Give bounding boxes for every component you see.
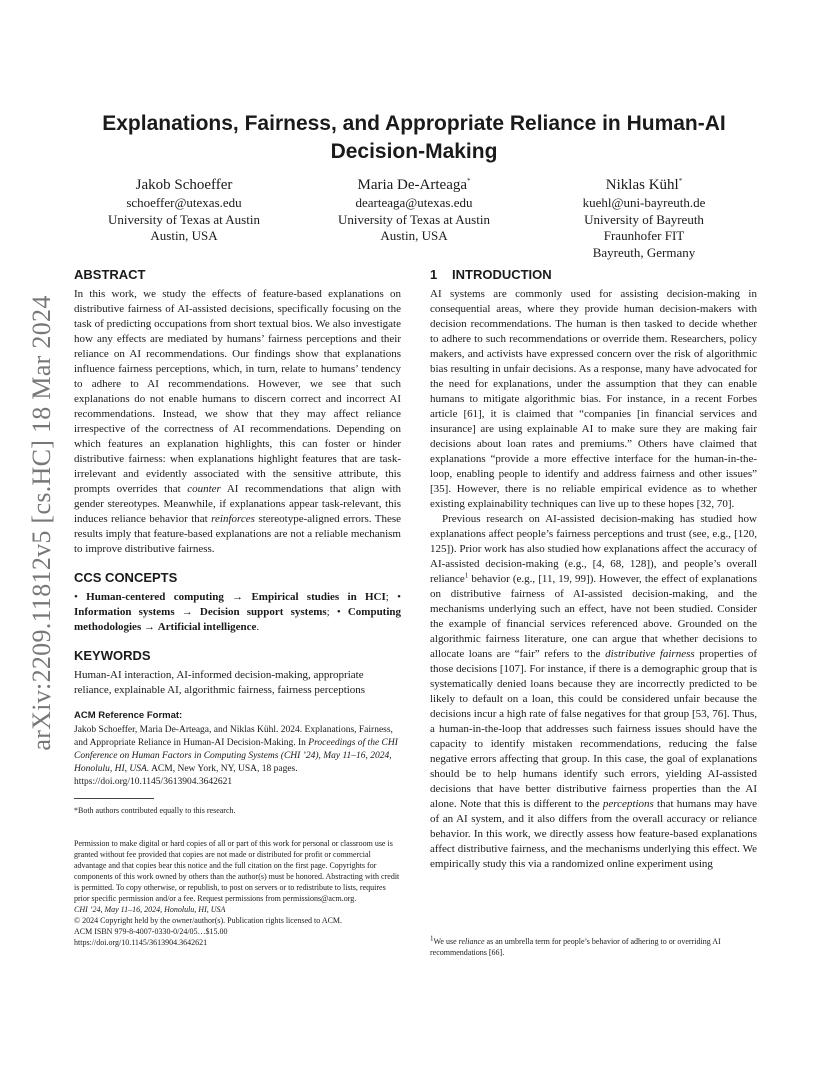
ccs-concepts-section (74, 569, 401, 635)
author-email[interactable]: dearteaga@utexas.edu (355, 195, 473, 210)
author-name: Niklas Kühl (605, 177, 679, 193)
keywords-text: Human-AI interaction, AI-informed decision-making, appropriate reliance, explainable AI, algorithmic fairness, fairness perceptions (74, 669, 366, 696)
permission-block (74, 838, 401, 948)
author-email[interactable]: kuehl@uni-bayreuth.de (582, 195, 706, 210)
equal-contribution-marker: * (467, 177, 471, 185)
isbn-line: ACM ISBN 979-8-4007-0330-0/24/05…$15.00 (74, 927, 228, 936)
ccs-text: • Human-centered computing → Empirical studies in HCI; • Information systems → Decision support systems; • Computing methodologies → Artificial intelligence. (74, 591, 402, 633)
keywords-section (74, 647, 401, 698)
ccs-heading: CCS CONCEPTS (74, 570, 178, 585)
author-email[interactable]: schoeffer@utexas.edu (126, 195, 242, 210)
acm-reference-heading: ACM Reference Format: (74, 710, 183, 721)
left-column (74, 266, 401, 948)
author-affiliation: University of Bayreuth (584, 211, 704, 227)
introduction-section (430, 266, 757, 872)
footnote-divider (74, 798, 154, 799)
author-3 (534, 176, 754, 261)
author-location: Austin, USA (150, 228, 218, 243)
author-1 (74, 176, 294, 245)
paper-title: Explanations, Fairness, and Appropriate Reliance in Human-AI Decision-Making (102, 112, 726, 163)
copyright-line: © 2024 Copyright held by the owner/author(s). Publication rights licensed to ACM. (74, 916, 343, 925)
equal-contribution-marker: * (678, 177, 683, 185)
doi-link[interactable]: https://doi.org/10.1145/3613904.3642621 (74, 938, 208, 947)
equal-contribution-footnote: *Both authors contributed equally to this research. (74, 806, 236, 815)
intro-paragraph-2: Previous research on AI-assisted decision-making has studied how explanations affect people’s fairness perceptions and trust (see, e.g., [120, 125]). Prior work has also studied how explanations affect the accuracy of AI-assisted decision-making (e.g., [4, 68, 128]), and people’s overall reliance$^1$ behavior (e.g., [11, 19, 99]). However, the effect of explanations on distributive fairness of AI-assisted decision-making, and the mechanisms underlying such an effect, have not been studied. Consider the example of financial services referenced above. Grounded on the algorithmic fairness literature, one can argue that whether decisions to allocate loans are “fair” refers to the distributive fairness properties of those decisions [107]. For instance, if there is a demographic group that is systematically denied loans because they are incorrectly predicted to be likely to default on a loan, this could be considered unfair because the decisions incur a high rate of false negatives for that group [53, 76]. Thus, a human-in-the-loop that addresses such fairness issues should have the capacity to identify mistaken recommendations, reducing the false negative errors affecting that group. In this case, the goal of explanations should be to help humans identify such errors, yielding AI-assisted decisions that have better distributive fairness properties than the AI alone. Note that this is different to the perceptions that humans may have of an AI system, and it also differs from the overall accuracy or reliance behavior. In this work, we directly assess how feature-based explanations affect distributive fairness, and the mechanisms underlying this effect. We empirically study this via a randomized online experiment using (430, 513, 758, 870)
author-name: Maria De-Arteaga (357, 177, 468, 193)
acm-reference-text: Jakob Schoeffer, Maria De-Arteaga, and Niklas Kühl. 2024. Explanations, Fairness, and Appropriate Reliance in Human-AI Decision-Making. In Proceedings of the CHI Conference on Human Factors in Computing Systems (CHI ’24), May 11–16, 2024, Honolulu, HI, USA. ACM, New York, NY, USA, 18 pages. https://doi.org/10.1145/3613904.3642621 (74, 725, 398, 787)
permission-text: Permission to make digital or hard copies of all or part of this work for personal or classroom use is granted without fee provided that copies are not made or distributed for profit or commercial advantage and that copies bear this notice and the full citation on the first page. Copyrights for components of this work owned by others than the author(s) must be honored. Abstracting with credit is permitted. To copy otherwise, or republish, to post on servers or to redistribute to lists, requires prior specific permission and/or a fee. Request permissions from permissions@acm.org. (74, 839, 400, 903)
reliance-footnote: $^1$We use reliance as an umbrella term for people’s behavior of adhering to or overriding AI recommendations [66]. (430, 934, 721, 957)
author-2 (304, 176, 524, 245)
intro-paragraph-1: AI systems are commonly used for assisting decision-making in consequential areas, where they provide human decision-makers with decision recommendations. The human is then tasked to decide whether to adhere to such recommendations or override them. Researchers, policy makers, and activists have expressed concern over the risk of algorithmic bias resulting in unfair decisions. As a response, many have advocated for the need for explanations, under the assumption that they can enable humans to mitigate algorithmic bias. For instance, in a recent Forbes article [61], it is claimed that “companies [in financial services and insurance] are using explainable AI to make sure they are making fair decisions about loan rates and premiums.” Others have claimed that explanations “provide a more effective interface for the human-in-the-loop, enabling people to identify and address fairness and other issues” [35]. However, there is no reliable empirical evidence as to whether existing explainability techniques can live up to these hopes [32, 70]. (430, 288, 757, 510)
author-affiliation: University of Texas at Austin (108, 211, 260, 227)
author-affiliation-2: Fraunhofer FIT (603, 228, 685, 243)
author-affiliation: University of Texas at Austin (338, 211, 490, 227)
author-name: Jakob Schoeffer (135, 177, 233, 193)
right-column (430, 266, 757, 872)
author-location: Bayreuth, Germany (592, 244, 696, 260)
keywords-heading: KEYWORDS (74, 648, 151, 663)
author-location: Austin, USA (380, 228, 448, 243)
author-block (74, 176, 754, 260)
abstract-heading: ABSTRACT (74, 267, 146, 282)
abstract-section (74, 266, 401, 557)
arxiv-stamp: arXiv:2209.11812v5 [cs.HC] 18 Mar 2024 (27, 294, 56, 751)
venue-line: CHI ’24, May 11–16, 2024, Honolulu, HI, USA (74, 905, 226, 914)
abstract-text: In this work, we study the effects of feature-based explanations on distributive fairness of AI-assisted decisions, specifically focusing on the task of predicting occupations from short textual bios. We also investigate how any effects are mediated by humans’ fairness perceptions and their reliance on AI recommendations. Our findings show that explanations influence fairness perceptions, which, in turn, relate to humans’ tendency to adhere to AI recommendations. However, we see that such explanations do not enable humans to discern correct and incorrect AI recommendations. Instead, we show that they may affect reliance irrespective of the correctness of AI recommendations. Depending on which features an explanation highlights, this can foster or hinder distributive fairness: when explanations highlight features that are task-irrelevant and evidently associated with the sensitive attribute, this prompts overrides that counter AI recommendations that align with gender stereotypes. Meanwhile, if explanations appear task-relevant, this induces reliance behavior that reinforces stereotype-aligned errors. These results imply that feature-based explanations are not a reliable mechanism to improve distributive fairness. (74, 288, 402, 555)
introduction-heading: 1 INTRODUCTION (430, 267, 552, 282)
acm-reference (74, 708, 401, 789)
